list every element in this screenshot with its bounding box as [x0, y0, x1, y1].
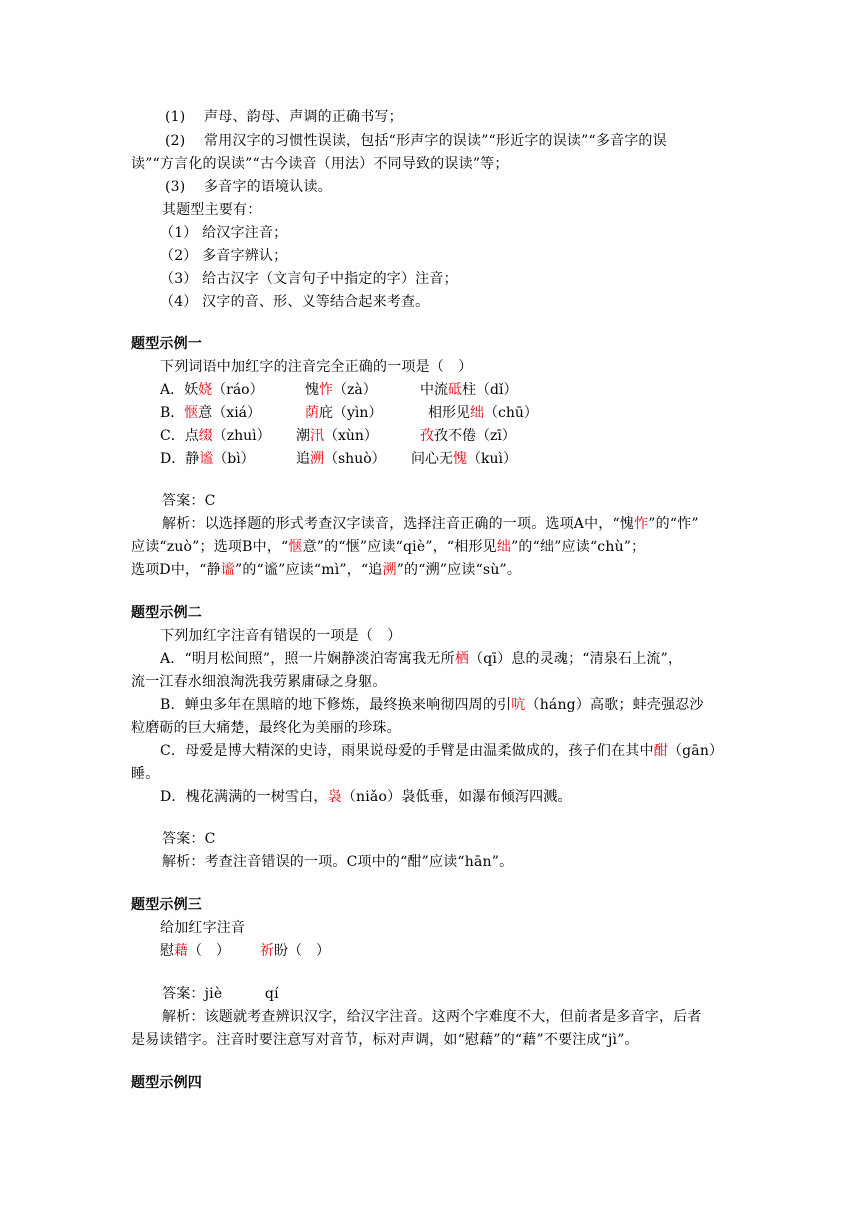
red-char: 愧 [453, 451, 467, 467]
pinyin: （zī） [476, 428, 516, 444]
word: 孜不倦 [434, 428, 476, 444]
text: D．槐花满满的一树雪白， [160, 789, 328, 805]
example-2-question: 下列加红字注音有错误的一项是（ ） [160, 628, 402, 644]
word: 妖 [184, 382, 199, 398]
word: 静 [185, 451, 200, 467]
word: 意 [198, 405, 213, 421]
pinyin: （shuò） [324, 451, 386, 467]
type-item-3 [160, 269, 458, 289]
item-number: （1） [160, 225, 198, 241]
intro-item-3 [165, 177, 332, 197]
intro-item-2-cont: 读”“方言化的误读”“古今读音（用法）不同导致的误读”等； [131, 156, 509, 172]
pinyin: （bì） [213, 451, 255, 467]
red-char: 吭 [511, 697, 526, 713]
text: 意”的“惬”应读“qiè”，“相形见 [302, 539, 497, 555]
example-2-option-b-cont: 粒磨砺的巨大痛楚，最终化为美丽的珍珠。 [131, 720, 401, 736]
pinyin: （yìn） [333, 405, 383, 421]
text: （háng）高歌；蚌壳强忍沙 [525, 697, 704, 713]
word: 点 [184, 428, 199, 444]
red-char: 荫 [305, 405, 319, 421]
red-char: 溯 [310, 451, 324, 467]
text: ”的“怍” [648, 516, 699, 532]
example-3-question: 给加红字注音 [160, 920, 246, 936]
word: 中流 [420, 382, 448, 398]
text: （gān） [667, 743, 724, 759]
red-char: 怍 [319, 382, 333, 398]
item-number: (2) [165, 133, 186, 149]
word: 问心无 [411, 451, 453, 467]
text: （qī）息的灵魂；“清泉石上流”， [469, 651, 683, 667]
text: 解析：以选择题的形式考查汉字读音，选择注音正确的一项。选项A中，“愧 [162, 516, 635, 532]
item-number: （4） [160, 294, 198, 310]
pinyin: （xiá） [212, 405, 262, 421]
red-char: 惬 [288, 539, 303, 555]
example-3-word-1 [160, 941, 230, 961]
example-1-analysis-line-2 [131, 537, 645, 557]
example-2-option-c [160, 741, 723, 761]
word: 潮 [296, 428, 310, 444]
red-char: 砥 [448, 382, 462, 398]
text: ”的“绌”应读“chù”； [511, 539, 646, 555]
text: ”的“溯”应读“sù”。 [396, 562, 522, 578]
text: C．母爱是博大精深的史诗，雨果说母爱的手臂是由温柔做成的，孩子们在其中 [160, 743, 654, 759]
red-char: 溯 [382, 562, 397, 578]
example-4-heading: 题型示例四 [131, 1075, 202, 1091]
word: 庇 [319, 405, 333, 421]
red-char: 藉 [174, 943, 188, 959]
word: 愧 [305, 382, 319, 398]
item-text: 常用汉字的习惯性误读，包括“形声字的误读”“形近字的误读”“多音字的误 [204, 133, 667, 149]
pinyin: （chū） [484, 405, 538, 421]
text: 盼（ ） [274, 943, 330, 959]
text: （niǎo）袅低垂，如瀑布倾泻四溅。 [341, 789, 572, 805]
example-3-analysis-line-2: 是易读错字。注音时要注意写对音节，标对声调，如“慰藉”的“藉”不要注成“jì”。 [131, 1032, 639, 1048]
text: B．蝉虫多年在黑暗的地下修炼，最终换来响彻四周的引 [160, 697, 512, 713]
example-3-answer: 答案：jiè qí [162, 986, 279, 1002]
item-number: (1) [165, 109, 186, 125]
word: 追 [296, 451, 310, 467]
intro-item-2 [165, 131, 667, 151]
item-text: 多音字的语境认读。 [204, 179, 332, 195]
example-1-question: 下列词语中加红字的注音完全正确的一项是（ ） [160, 359, 473, 375]
example-1-analysis-line-1 [162, 514, 699, 534]
example-2-analysis: 解析：考查注音错误的一项。C项中的“酣”应读“hān”。 [162, 854, 514, 870]
item-number: （2） [160, 248, 198, 264]
example-1-answer: 答案：C [162, 493, 216, 509]
item-text: 声母、韵母、声调的正确书写； [204, 109, 403, 125]
intro-item-1 [165, 107, 403, 127]
red-char: 谧 [199, 451, 214, 467]
example-2-answer: 答案：C [162, 831, 216, 847]
red-char: 孜 [420, 428, 434, 444]
red-char: 绌 [470, 405, 484, 421]
pinyin: （xùn） [324, 428, 378, 444]
text: A．“明月松间照”，照一片娴静淡泊寄寓我无所 [160, 651, 455, 667]
red-char: 栖 [454, 651, 470, 667]
pinyin: （zà） [333, 382, 377, 398]
red-char: 袅 [327, 789, 342, 805]
type-item-4 [160, 292, 429, 312]
item-text: 多音字辨认； [202, 248, 288, 264]
red-char: 娆 [198, 382, 213, 398]
item-number: (3) [165, 179, 186, 195]
pinyin: （zhuì） [212, 428, 271, 444]
option-label: D． [160, 451, 186, 467]
example-3-word-2 [260, 941, 330, 961]
red-char: 酣 [653, 743, 668, 759]
item-number: （3） [160, 271, 198, 287]
item-text: 给汉字注音； [202, 225, 288, 241]
text: 选项D中，“静 [131, 562, 221, 578]
example-2-heading: 题型示例二 [131, 605, 202, 621]
type-item-1 [160, 223, 287, 243]
example-1-heading: 题型示例一 [131, 336, 202, 352]
text: ”的“谧”应读“mì”，“追 [235, 562, 383, 578]
example-2-option-d [160, 787, 572, 807]
example-3-heading: 题型示例三 [131, 897, 202, 913]
example-2-option-b [160, 695, 704, 715]
red-char: 惬 [184, 405, 199, 421]
example-3-analysis-line-1: 解析：该题就考查辨识汉字，给汉字注音。这两个字难度不大，但前者是多音字，后者 [162, 1009, 702, 1025]
red-char: 汛 [310, 428, 324, 444]
pinyin: （ráo） [212, 382, 264, 398]
red-char: 怍 [634, 516, 649, 532]
text: 慰 [160, 943, 174, 959]
item-text: 给古汉字（文言句子中指定的字）注音； [202, 271, 458, 287]
pinyin: （dǐ） [476, 382, 518, 398]
red-char: 祈 [260, 943, 274, 959]
types-title: 其题型主要有： [162, 202, 262, 218]
example-2-option-a-cont: 流一江春水细浪淘洗我劳累庸碌之身躯。 [131, 674, 387, 690]
word: 相形见 [428, 405, 470, 421]
option-label: C． [160, 428, 185, 444]
option-label: A． [160, 382, 185, 398]
item-text: 汉字的音、形、义等结合起来考查。 [202, 294, 430, 310]
red-char: 绌 [496, 539, 512, 555]
option-label: B． [160, 405, 185, 421]
text: 应读“zuò”；选项B中，“ [131, 539, 289, 555]
red-char: 谧 [220, 562, 235, 578]
pinyin: （kuì） [467, 451, 517, 467]
type-item-2 [160, 246, 287, 266]
example-1-analysis-line-3 [131, 560, 521, 580]
text: （ ） [188, 943, 230, 959]
example-2-option-c-cont: 睡。 [131, 766, 160, 782]
red-char: 缀 [198, 428, 213, 444]
example-2-option-a [160, 649, 682, 669]
word: 柱 [462, 382, 476, 398]
